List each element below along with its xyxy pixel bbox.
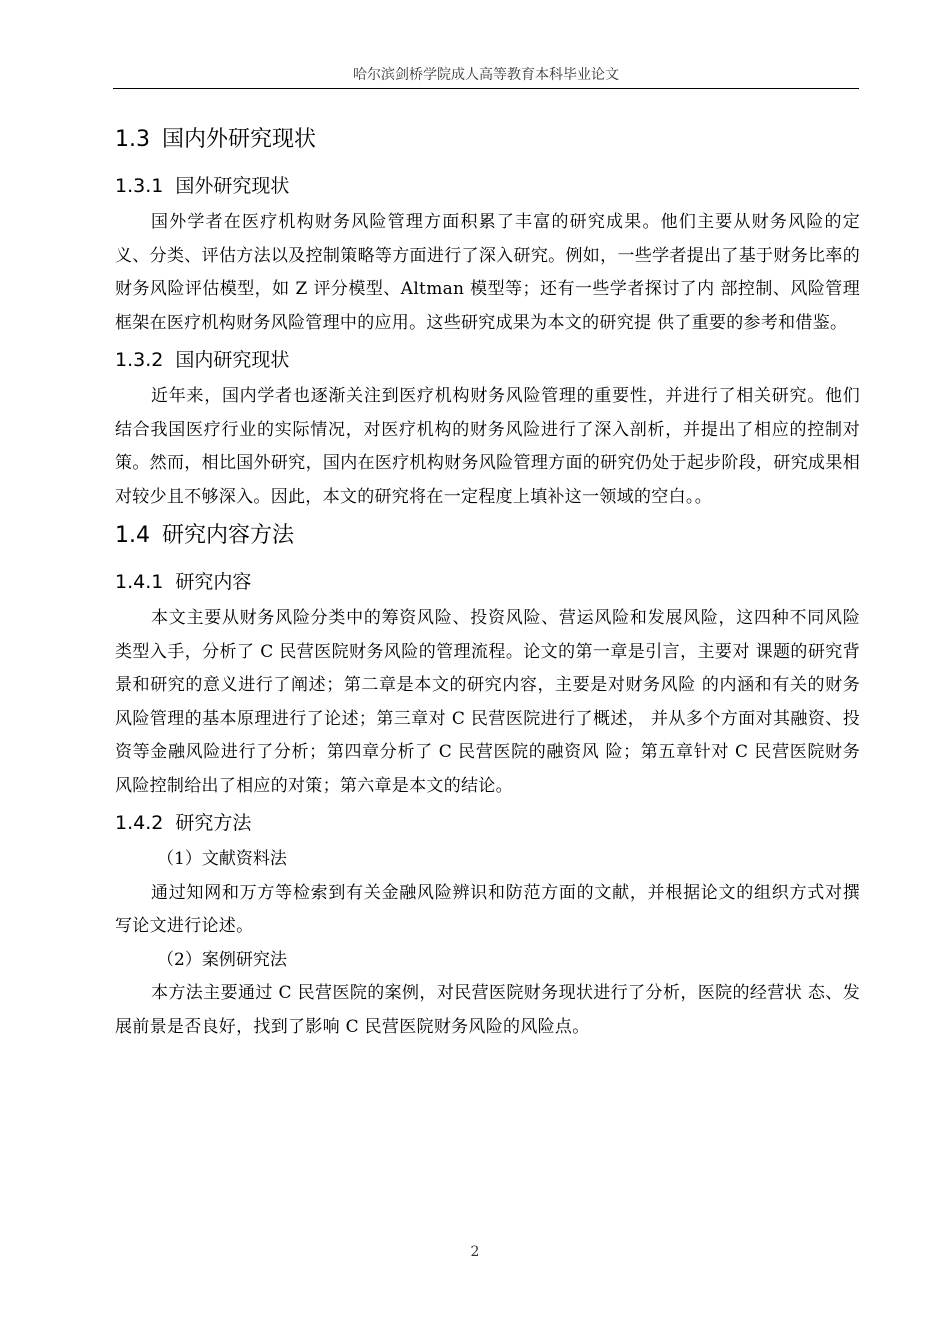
- method-2-label: （2）案例研究法: [157, 949, 287, 970]
- subsection-heading-1-4-2: [115, 803, 860, 843]
- running-header: 哈尔滨剑桥学院成人高等教育本科毕业论文: [353, 67, 619, 83]
- subsection-number: 1.4.2: [115, 812, 164, 834]
- paragraph-domestic-research: 近年来，国内学者也逐渐关注到医疗机构财务风险管理的重要性，并进行了相关研究。他们结合我国医疗行业的实际情况，对医疗机构的财务风险进行了深入剖析，并提出了相应的控制对策。然而，相比国外研究，国内在医疗机构财务风险管理方面的研究仍处于起步阶段，研究成果相对较少且不够深入。因此，本文的研究将在一定程度上填补这一领域的空白。。: [115, 386, 860, 507]
- page-number: 2: [470, 1244, 480, 1260]
- header-rule: [113, 88, 859, 89]
- section-heading-1-3: [115, 118, 860, 162]
- section-number: 1.4: [115, 523, 150, 548]
- subsection-number: 1.3.1: [115, 175, 164, 197]
- page-content: [115, 118, 860, 1044]
- subsection-number: 1.4.1: [115, 571, 164, 593]
- subsection-title: 研究内容: [175, 571, 252, 593]
- paragraph-method-2: 本方法主要通过 C 民营医院的案例，对民营医院财务现状进行了分析，医院的经营状 态、发展前景是否良好，找到了影响 C 民营医院财务风险的风险点。: [115, 983, 860, 1037]
- subsection-heading-1-3-2: [115, 340, 860, 380]
- subsection-number: 1.3.2: [115, 349, 164, 371]
- section-title: 研究内容方法: [162, 523, 295, 548]
- subsection-heading-1-3-1: [115, 166, 860, 206]
- section-title: 国内外研究现状: [162, 127, 317, 152]
- paragraph-research-content: 本文主要从财务风险分类中的筹资风险、投资风险、营运风险和发展风险，这四种不同风险类型入手，分析了 C 民营医院财务风险的管理流程。论文的第一章是引言，主要对 课题的研究背景和研究的意义进行了阐述；第二章是本文的研究内容，主要是对财务风险 的内涵和有关的财务风险管理的基本原理进行了论述；第三章对 C 民营医院进行了概述， 并从多个方面对其融资、投资等金融风险进行了分析；第四章分析了 C 民营医院的融资风 险；第五章针对 C 民营医院财务风险控制给出了相应的对策；第六章是本文的结论。: [115, 608, 860, 796]
- section-number: 1.3: [115, 127, 150, 152]
- subsection-title: 国外研究现状: [175, 175, 290, 197]
- paragraph-method-1: 通过知网和万方等检索到有关金融风险辨识和防范方面的文献，并根据论文的组织方式对撰写论文进行论述。: [115, 882, 860, 936]
- method-1-label: （1）文献资料法: [157, 849, 287, 869]
- subsection-title: 研究方法: [175, 812, 252, 834]
- section-heading-1-4: [115, 514, 860, 558]
- subsection-heading-1-4-1: [115, 562, 860, 602]
- paragraph-foreign-research: 国外学者在医疗机构财务风险管理方面积累了丰富的研究成果。他们主要从财务风险的定义、分类、评估方法以及控制策略等方面进行了深入研究。例如，一些学者提出了基于财务比率的财务风险评估模型，如 Z 评分模型、Altman 模型等；还有一些学者探讨了内 部控制、风险管理框架在医疗机构财务风险管理中的应用。这些研究成果为本文的研究提 供了重要的参考和借鉴。: [115, 212, 860, 333]
- subsection-title: 国内研究现状: [175, 349, 290, 371]
